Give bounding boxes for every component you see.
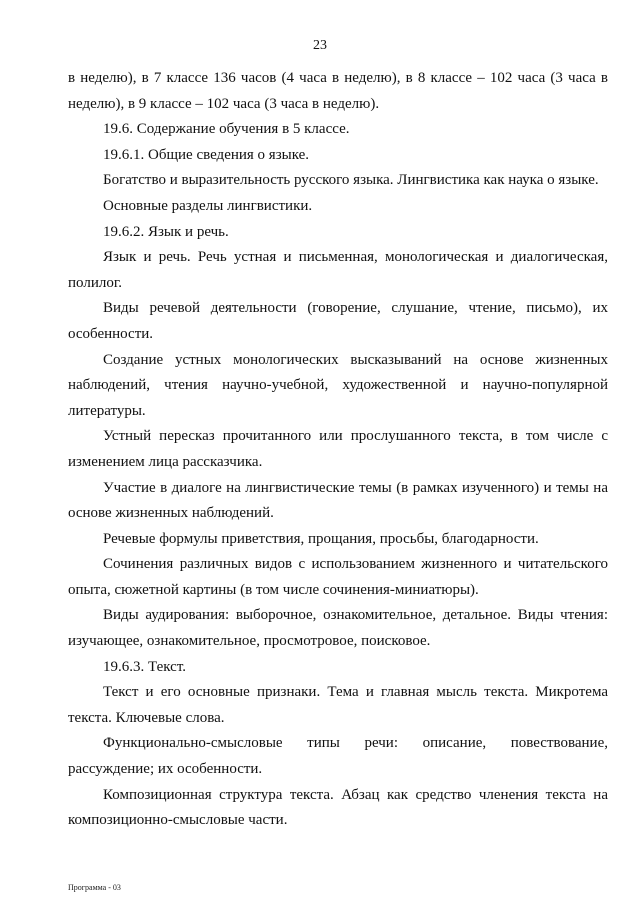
subsection-heading: 19.6.2. Язык и речь. [103, 223, 229, 240]
subsection-heading: 19.6.3. Текст. [103, 658, 186, 675]
paragraph: Создание устных монологических высказываний на основе жизненных наблюдений, чтения научно-учебной, художественной и научно-популярной литературы. [68, 351, 608, 419]
page-number: 23 [313, 38, 327, 53]
paragraph: Устный пересказ прочитанного или прослушанного текста, в том числе с изменением лица рассказчика. [68, 428, 608, 470]
document-body [68, 66, 608, 834]
paragraph: Функционально-смысловые типы речи: описание, повествование, рассуждение; их особенности. [68, 735, 608, 778]
page-footer: Программа - 03 [68, 883, 121, 892]
paragraph: Участие в диалоге на лингвистические темы (в рамках изученного) и темы на основе жизненных наблюдений. [68, 479, 608, 522]
paragraph: Текст и его основные признаки. Тема и главная мысль текста. Микротема текста. Ключевые слова. [68, 684, 608, 726]
paragraph: Сочинения различных видов с использованием жизненного и читательского опыта, сюжетной картины (в том числе сочинения-миниатюры). [68, 556, 608, 598]
paragraph: Речевые формулы приветствия, прощания, просьбы, благодарности. [103, 530, 539, 547]
subsection-heading: 19.6.1. Общие сведения о языке. [103, 146, 310, 163]
paragraph: Основные разделы лингвистики. [103, 197, 313, 214]
paragraph: Виды речевой деятельности (говорение, слушание, чтение, письмо), их особенности. [68, 300, 608, 342]
paragraph: Композиционная структура текста. Абзац как средство членения текста на композиционно-смысловые части. [68, 786, 608, 829]
paragraph: Язык и речь. Речь устная и письменная, монологическая и диалогическая, полилог. [68, 249, 608, 291]
section-heading: 19.6. Содержание обучения в 5 классе. [103, 121, 350, 138]
paragraph: Богатство и выразительность русского языка. Лингвистика как наука о языке. [103, 172, 599, 189]
paragraph: в неделю), в 7 классе 136 часов (4 часа в неделю), в 8 классе – 102 часа (3 часа в неделю), в 9 классе – 102 часа (3 часа в неделю). [68, 70, 608, 112]
paragraph: Виды аудирования: выборочное, ознакомительное, детальное. Виды чтения: изучающее, ознакомительное, просмотровое, поисковое. [68, 607, 608, 650]
